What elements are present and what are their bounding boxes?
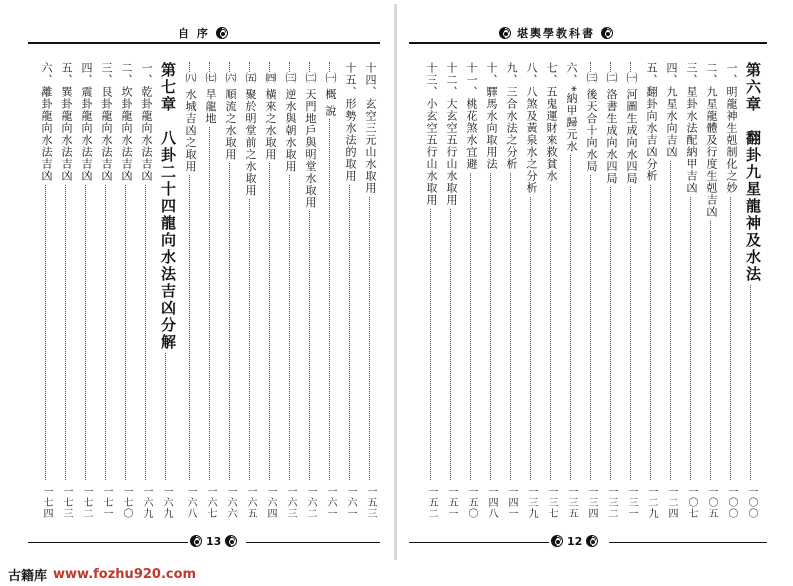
toc-entry-title: 六、*納甲歸元水 [565, 62, 578, 153]
toc-entry-title: ㈡ 天門地戶與明堂水取用 [304, 72, 317, 209]
toc-entry[interactable] [36, 62, 56, 526]
toc-entry-page: 一七一 [101, 486, 112, 519]
toc-entry-title: 三、星卦水法配納甲吉凶 [685, 62, 698, 194]
left-header-title: 自 序 [178, 27, 210, 40]
toc-entry-page: 一六八 [185, 486, 196, 519]
toc-entry-title: ㈠ 概 說 [324, 72, 337, 117]
toc-entry[interactable] [501, 62, 521, 526]
toc-entry-page: 一六一 [345, 486, 356, 519]
toc-entry[interactable] [56, 62, 76, 526]
toc-entry-title: 十三、小玄空五行山水取用 [425, 62, 438, 206]
toc-entry-title: 一、明龍神生剋制化之妙 [725, 62, 738, 194]
toc-entry-title: ㈠ 河圖生成向水四局 [625, 72, 638, 185]
toc-entry-title: 七、五鬼運財來救貧水 [545, 62, 558, 182]
toc-entry[interactable] [76, 62, 96, 526]
right-page-number: 12 [567, 534, 583, 548]
yin-yang-icon [216, 27, 228, 39]
toc-entry[interactable] [581, 62, 601, 526]
toc-entry[interactable] [621, 62, 641, 526]
toc-entry[interactable] [260, 62, 280, 526]
yin-yang-icon [190, 535, 202, 547]
right-toc [411, 62, 765, 526]
toc-entry-title: ㈤ 聚於明堂前之水取用 [244, 72, 257, 197]
toc-entry-title: 四、震卦龍向水法吉凶 [80, 62, 93, 182]
toc-entry-page: 一〇七 [686, 486, 697, 519]
toc-entry[interactable] [300, 62, 320, 526]
toc-entry-page: 一六九 [141, 486, 152, 519]
toc-entry[interactable] [421, 62, 441, 526]
toc-entry-title: ㈦ 旱龍地 [204, 72, 217, 125]
toc-entry-page: 一四八 [486, 486, 497, 519]
left-header-rule [28, 42, 380, 44]
toc-entry[interactable] [96, 62, 116, 526]
toc-entry-page: 一六九 [161, 486, 172, 519]
toc-entry-page: 一三九 [526, 486, 537, 519]
toc-entry-page: 一〇〇 [726, 486, 737, 519]
watermark-site-name: 古籍库 [8, 569, 48, 584]
yin-yang-icon [586, 535, 598, 547]
right-header-title: 堪輿學教科書 [517, 27, 595, 40]
toc-entry-page: 一六三 [285, 486, 296, 519]
toc-entry-title: ㈧ 水城吉凶之取用 [184, 72, 197, 173]
toc-entry-page: 一三四 [586, 486, 597, 519]
toc-entry-title: 五、翻卦向水吉凶分析 [645, 62, 658, 182]
right-page-footer [551, 532, 598, 550]
toc-entry[interactable] [340, 62, 360, 526]
toc-entry[interactable] [741, 62, 765, 526]
yin-yang-icon [601, 27, 613, 39]
toc-entry-title: 一、乾卦龍向水法吉凶 [140, 62, 153, 182]
toc-entry-page: 一五三 [365, 486, 376, 519]
toc-entry[interactable] [280, 62, 300, 526]
toc-entry[interactable] [701, 62, 721, 526]
left-footer-rule-2 [246, 542, 380, 543]
toc-entry[interactable] [240, 62, 260, 526]
toc-entry-title: ㈥ 順流之水取用 [224, 72, 237, 161]
right-footer-rule [409, 542, 549, 543]
toc-entry-page: 一三五 [566, 486, 577, 519]
toc-entry-title: 第六章 翻卦九星龍神及水法 [744, 62, 762, 283]
toc-entry[interactable] [220, 62, 240, 526]
toc-entry[interactable] [541, 62, 561, 526]
toc-entry-page: 一〇五 [706, 486, 717, 519]
toc-entry-title: 十一、桃花煞水宜避 [465, 62, 478, 170]
toc-entry-page: 一五〇 [466, 486, 477, 519]
toc-entry-title: 十、驛馬水向取用法 [485, 62, 498, 170]
toc-entry[interactable] [721, 62, 741, 526]
toc-entry[interactable] [561, 62, 581, 526]
toc-entry-title: 四、九星水向吉凶 [665, 62, 678, 158]
toc-entry[interactable] [641, 62, 661, 526]
left-toc [28, 62, 380, 526]
right-page-header [499, 24, 613, 42]
toc-entry-page: 一六四 [265, 486, 276, 519]
toc-entry-page: 一七二 [81, 486, 92, 519]
toc-entry-title: 三、艮卦龍向水法吉凶 [100, 62, 113, 182]
toc-entry-page: 一三二 [606, 486, 617, 519]
right-footer-rule-2 [609, 542, 767, 543]
toc-entry[interactable] [521, 62, 541, 526]
right-page [397, 0, 793, 560]
toc-leader-dots [329, 62, 330, 480]
toc-entry-title: 八、八煞及黃泉水之分析 [525, 62, 538, 194]
toc-entry-title: 九、三合水法之分析 [505, 62, 518, 170]
toc-entry-page: 一六一 [325, 486, 336, 519]
toc-entry-page: 一二四 [666, 486, 677, 519]
toc-entry[interactable] [481, 62, 501, 526]
yin-yang-icon [499, 27, 511, 39]
toc-entry-page: 一〇〇 [746, 486, 757, 519]
toc-entry-page: 一六七 [205, 486, 216, 519]
toc-entry-page: 一五一 [446, 486, 457, 519]
left-page [0, 0, 396, 560]
toc-entry-page: 一五二 [426, 486, 437, 519]
toc-entry[interactable] [441, 62, 461, 526]
toc-entry-title: ㈣ 橫來之水取用 [264, 72, 277, 161]
toc-entry-page: 一三七 [546, 486, 557, 519]
right-header-rule [409, 42, 767, 44]
toc-entry-page: 一六五 [245, 486, 256, 519]
left-page-header [178, 24, 228, 42]
toc-entry[interactable] [681, 62, 701, 526]
toc-entry-title: 六、離卦龍向水法吉凶 [40, 62, 53, 182]
toc-entry-title: 二、九星龍體及行度生剋吉凶 [705, 62, 718, 218]
toc-entry-title: ㈢ 逆水與朝水取用 [284, 72, 297, 173]
toc-entry-title: 十五、形勢水法的取用 [344, 62, 357, 182]
toc-entry[interactable] [136, 62, 156, 526]
toc-entry-page: 一四一 [506, 486, 517, 519]
toc-entry[interactable] [360, 62, 380, 526]
toc-entry-title: ㈡ 洛書生成向水四局 [605, 72, 618, 185]
toc-entry-page: 一七〇 [121, 486, 132, 519]
toc-entry-page: 一六六 [225, 486, 236, 519]
site-watermark [0, 563, 793, 586]
toc-entry-title: 十四、玄空三元山水取用 [364, 62, 377, 194]
toc-entry[interactable] [200, 62, 220, 526]
toc-entry[interactable] [601, 62, 621, 526]
yin-yang-icon [225, 535, 237, 547]
toc-entry[interactable] [116, 62, 136, 526]
yin-yang-icon [551, 535, 563, 547]
left-page-footer [190, 532, 237, 550]
left-footer-rule [28, 542, 188, 543]
toc-entry-page: 一七四 [41, 486, 52, 519]
toc-entry-title: 第七章 八卦二十四龍向水法吉凶分解 [159, 62, 177, 351]
toc-entry[interactable] [320, 62, 340, 526]
toc-entry-page: 一三一 [626, 486, 637, 519]
toc-entry[interactable] [180, 62, 200, 526]
toc-entry-page: 一七三 [61, 486, 72, 519]
watermark-url: www.fozhu920.com [53, 567, 197, 582]
toc-entry-page: 一六二 [305, 486, 316, 519]
toc-entry-title: 五、巽卦龍向水法吉凶 [60, 62, 73, 182]
toc-entry[interactable] [461, 62, 481, 526]
toc-entry[interactable] [156, 62, 180, 526]
left-page-number: 13 [206, 534, 222, 548]
toc-entry[interactable] [661, 62, 681, 526]
toc-entry-title: 十二、大玄空五行山水取用 [445, 62, 458, 206]
toc-entry-page: 一二九 [646, 486, 657, 519]
toc-entry-title: 二、坎卦龍向水法吉凶 [120, 62, 133, 182]
toc-entry-title: ㈢ 後天合十向水局 [585, 72, 598, 173]
